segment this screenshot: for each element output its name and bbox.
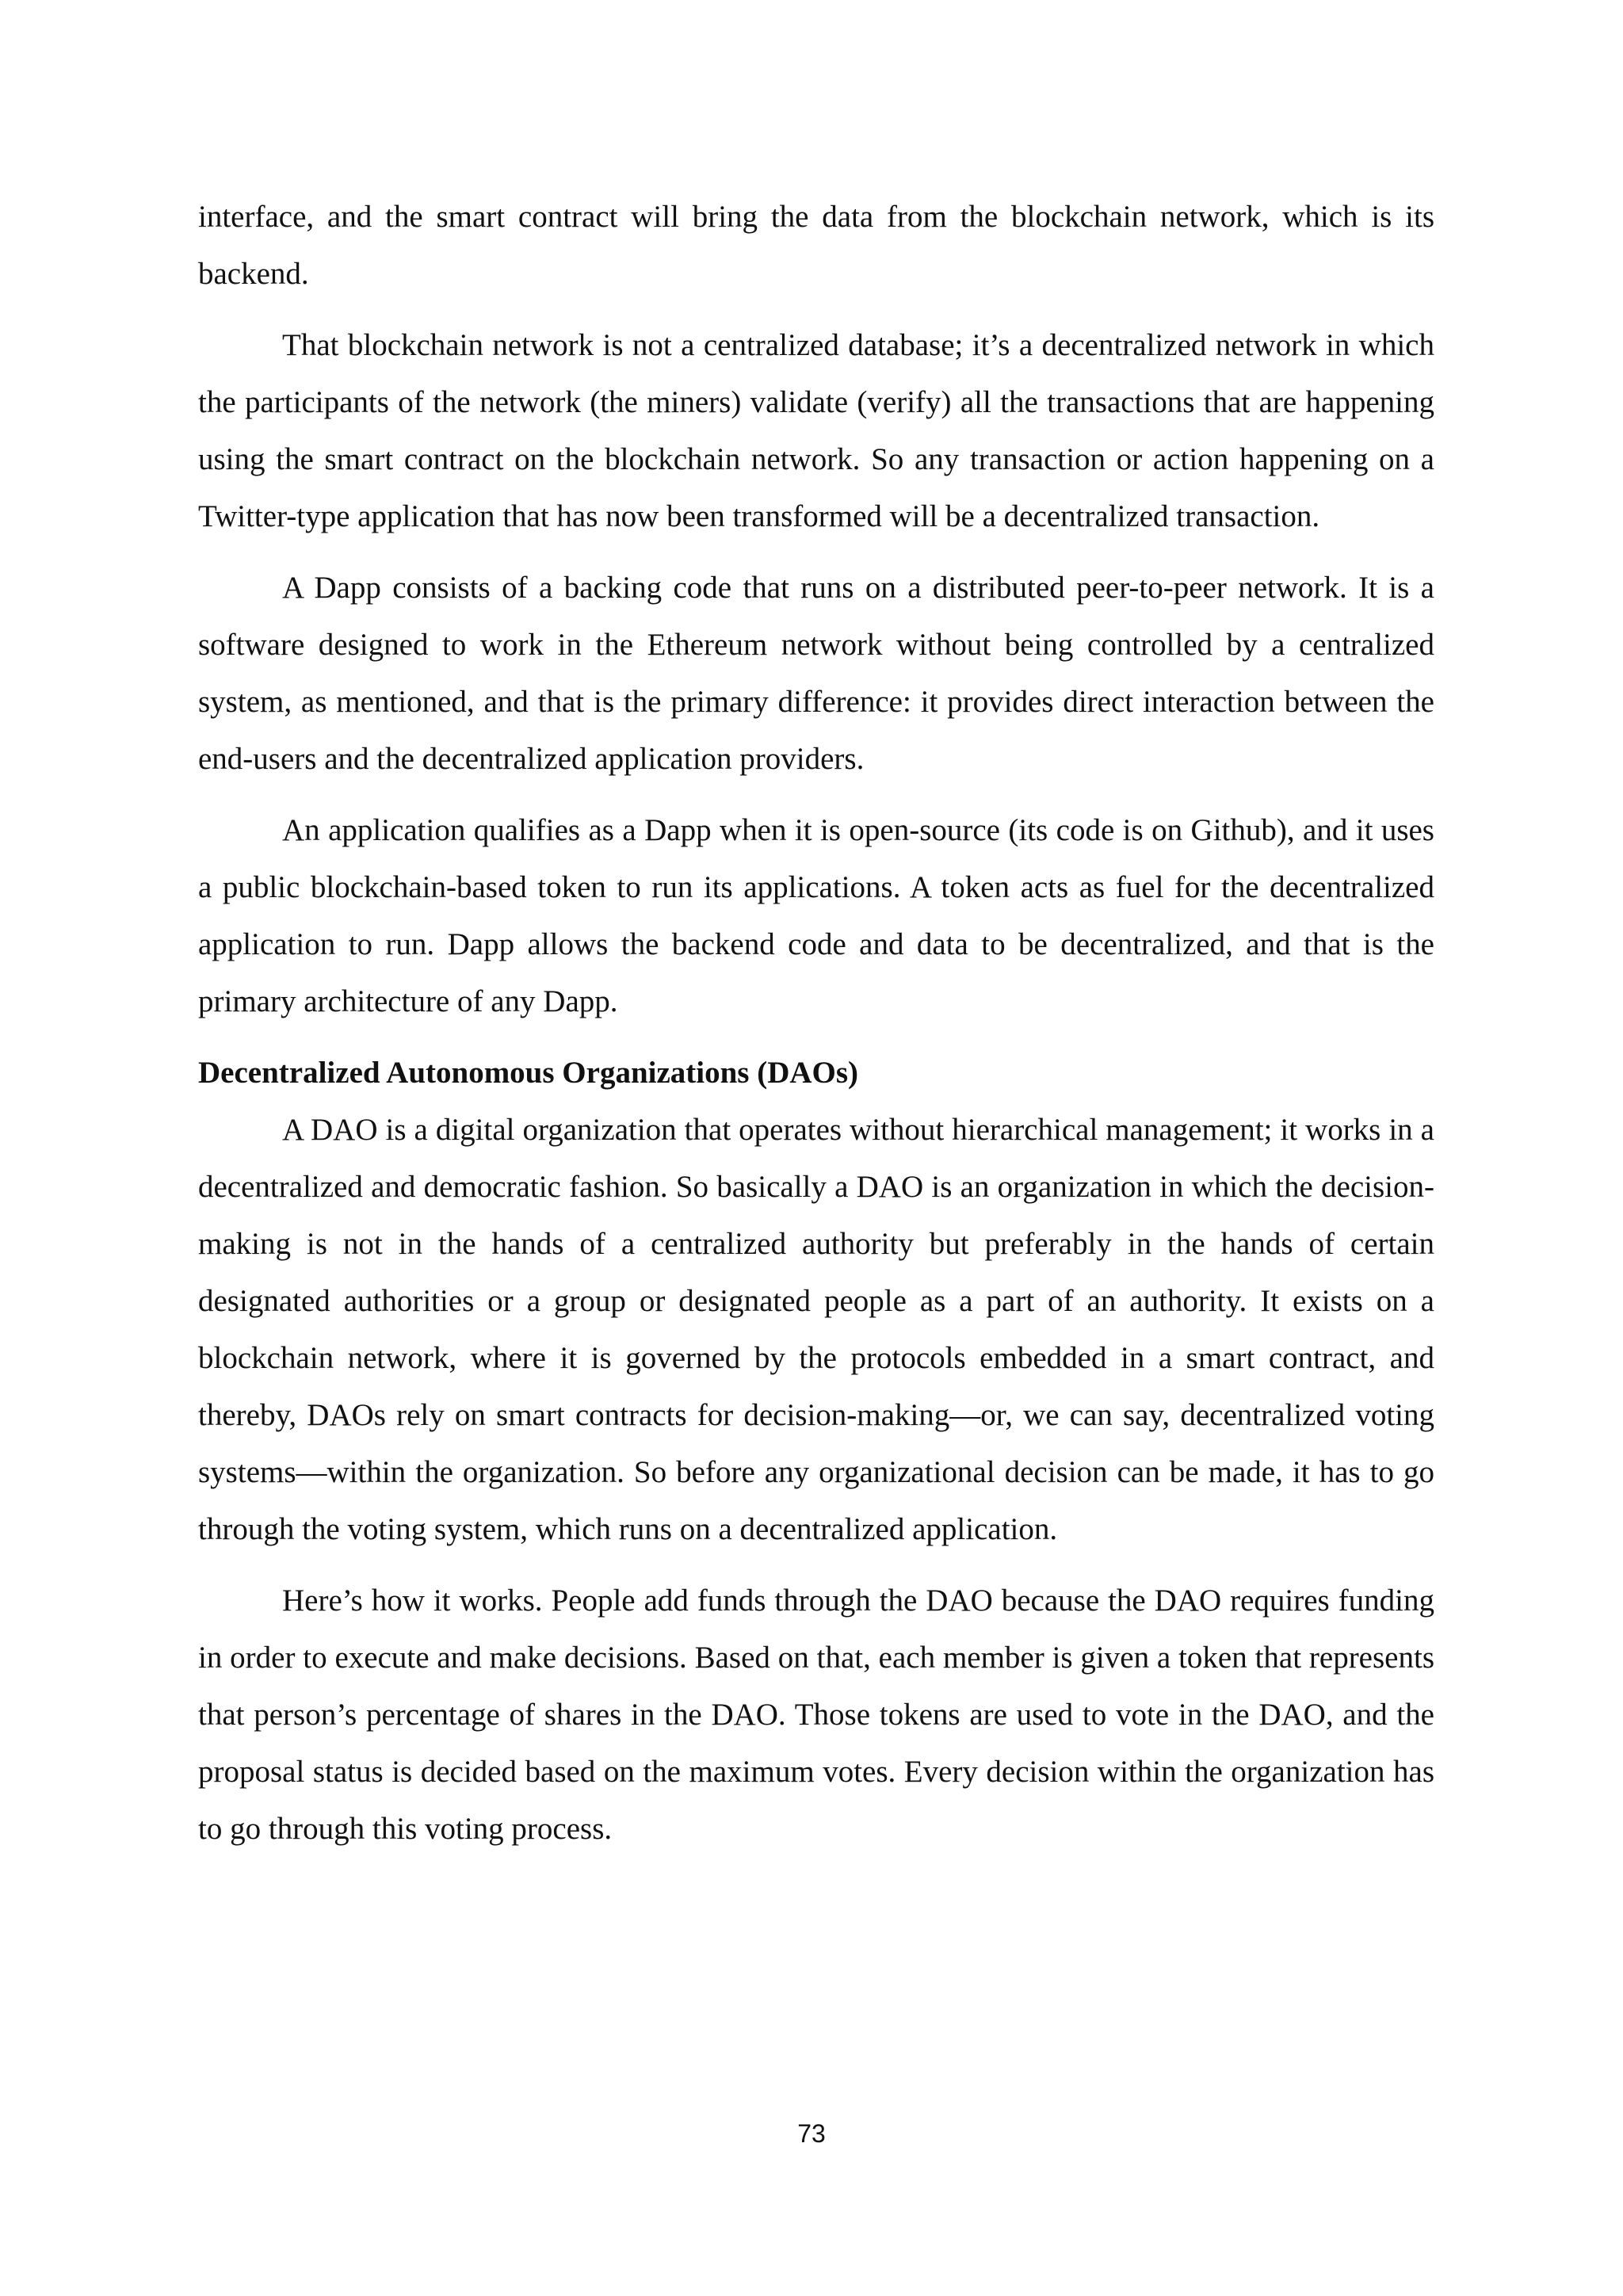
paragraph-dao-definition: A DAO is a digital organization that operates without hierarchical management; it works in a decentralized and democratic fashion. So basically a DAO is an organization in which the decision-making is not in the hands of a centralized authority but preferably in the hands of certain designated authorities or a group or designated people as a part of an authority. It exists on a blockchain network, where it is governed by the protocols embedded in a smart contract, and thereby, DAOs rely on smart contracts for decision-making—or, we can say, decentralized voting systems—within the organization. So before any organizational decision can be made, it has to go through the voting system, which runs on a decentralized application. bbox=[198, 1113, 1434, 1546]
page-number: 73 bbox=[797, 2119, 826, 2148]
paragraph-dapp-qualification: An application qualifies as a Dapp when it is open-source (its code is on Github), and it uses a public blockchain-based token to run its applications. A token acts as fuel for the decentralized application to run. Dapp allows the backend code and data to be decentralized, and that is the primary architecture of any Dapp. bbox=[198, 813, 1434, 1018]
section-heading-daos: Decentralized Autonomous Organizations (DAOs) bbox=[198, 1056, 859, 1090]
paragraph-blockchain-network: That blockchain network is not a centralized database; it’s a decentralized network in which the participants of the network (the miners) validate (verify) all the transactions that are happening using the smart contract on the blockchain network. So any transaction or action happening on a Twitter-type application that has now been transformed will be a decentralized transaction. bbox=[198, 328, 1434, 533]
paragraph-continued: interface, and the smart contract will bring the data from the blockchain network, which is its backend. bbox=[198, 200, 1434, 291]
paragraph-dapp-definition: A Dapp consists of a backing code that runs on a distributed peer-to-peer network. It is a software designed to work in the Ethereum network without being controlled by a centralized system, as mentioned, and that is the primary difference: it provides direct interaction between the end-users and the decentralized application providers. bbox=[198, 571, 1434, 776]
page-body bbox=[198, 189, 1434, 1858]
paragraph-dao-how-it-works: Here’s how it works. People add funds through the DAO because the DAO requires funding in order to execute and make decisions. Based on that, each member is given a token that represents that person’s percentage of shares in the DAO. Those tokens are used to vote in the DAO, and the proposal status is decided based on the maximum votes. Every decision within the organization has to go through this voting process. bbox=[198, 1584, 1434, 1846]
